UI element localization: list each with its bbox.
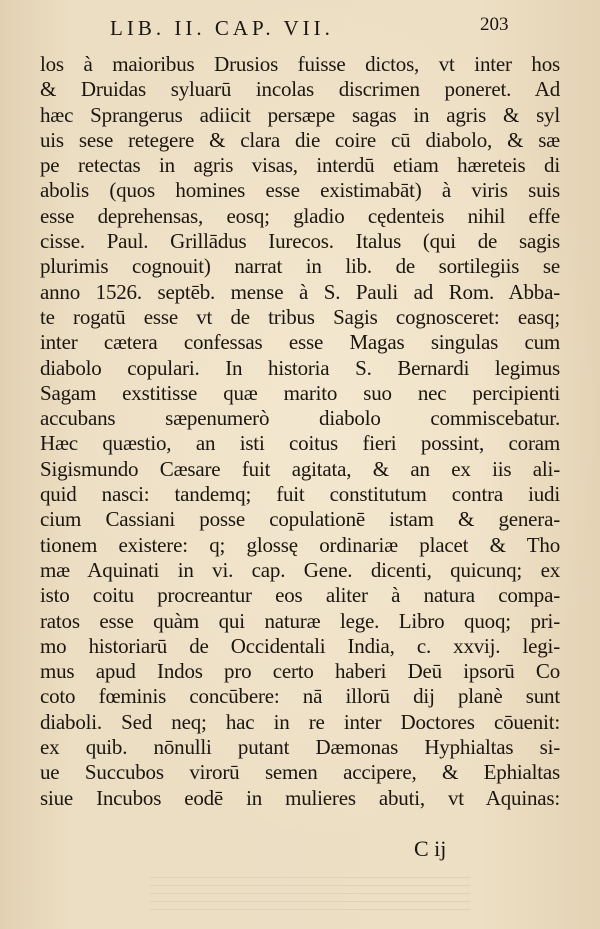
running-head: LIB. II. CAP. VII. — [110, 16, 334, 40]
text-line: isto coitu procreantur eos aliter à natura compa- — [40, 583, 560, 608]
text-line: anno 1526. septēb. mense à S. Pauli ad Rom. Abba- — [40, 279, 560, 304]
text-line: & Druidas syluarū incolas discrimen poneret. Ad — [40, 77, 560, 102]
body-text — [40, 52, 560, 811]
text-line: pe retectas in agris visas, interdū etiam hæreteis di — [40, 153, 560, 178]
text-line: cisse. Paul. Grillādus Iurecos. Italus (qui de sagis — [40, 229, 560, 254]
text-line: ex quib. nōnulli putant Dæmonas Hyphialtas si- — [40, 735, 560, 760]
text-line: Hæc quæstio, an isti coitus fieri possint, coram — [40, 431, 560, 456]
text-line: ratos esse quàm qui naturæ lege. Libro quoq; pri- — [40, 608, 560, 633]
text-line: mæ Aquinati in vi. cap. Gene. dicenti, quicunq; ex — [40, 557, 560, 582]
text-line: abolis (quos homines esse existimabāt) à viris suis — [40, 178, 560, 203]
page-number: 203 — [480, 14, 509, 35]
text-line: los à maioribus Drusios fuisse dictos, vt inter hos — [40, 52, 560, 76]
text-line: accubans sæpenumerò diabolo commiscebatur. — [40, 406, 560, 431]
text-line: diaboli. Sed neq; hac in re inter Doctores cōuenit: — [40, 709, 560, 734]
text-line: plurimis cognouit) narrat in lib. de sortilegiis se — [40, 254, 560, 279]
page-header — [0, 8, 600, 48]
text-line: Sigismundo Cæsare fuit agitata, & an ex iis ali- — [40, 456, 560, 481]
text-line: siue Incubos eodē in mulieres abuti, vt Aquinas: — [40, 785, 560, 810]
text-line: te rogatū esse vt de tribus Sagis cognosceret: easq; — [40, 304, 560, 329]
text-line: diabolo copulari. In historia S. Bernardi legimus — [40, 355, 560, 380]
text-line: esse deprehensas, eosq; gladio cędenteis nihil effe — [40, 203, 560, 228]
signature-mark: C ij — [414, 836, 447, 861]
text-line: quid nasci: tandemq; fuit constitutum contra iudi — [40, 482, 560, 507]
text-line: Sagam exstitisse quæ marito suo nec percipienti — [40, 380, 560, 405]
text-line: mo historiarū de Occidentali India, c. xxvij. legi- — [40, 633, 560, 658]
show-through-bleed — [150, 870, 470, 910]
text-line: mus apud Indos pro certo haberi Deū ipsorū Co — [40, 659, 560, 684]
text-line: tionem existere: q; glossę ordinariæ placet & Tho — [40, 532, 560, 557]
text-line: uis sese retegere & clara die coire cū diabolo, & sæ — [40, 127, 560, 152]
text-line: cium Cassiani posse copulationē istam & genera- — [40, 507, 560, 532]
text-line: ue Succubos virorū semen accipere, & Ephialtas — [40, 760, 560, 785]
text-line: inter cætera confessas esse Magas singulas cum — [40, 330, 560, 355]
text-line: hæc Sprangerus adiicit persæpe sagas in agris & syl — [40, 102, 560, 127]
text-line: coto fœminis concūbere: nā illorū dij planè sunt — [40, 684, 560, 709]
